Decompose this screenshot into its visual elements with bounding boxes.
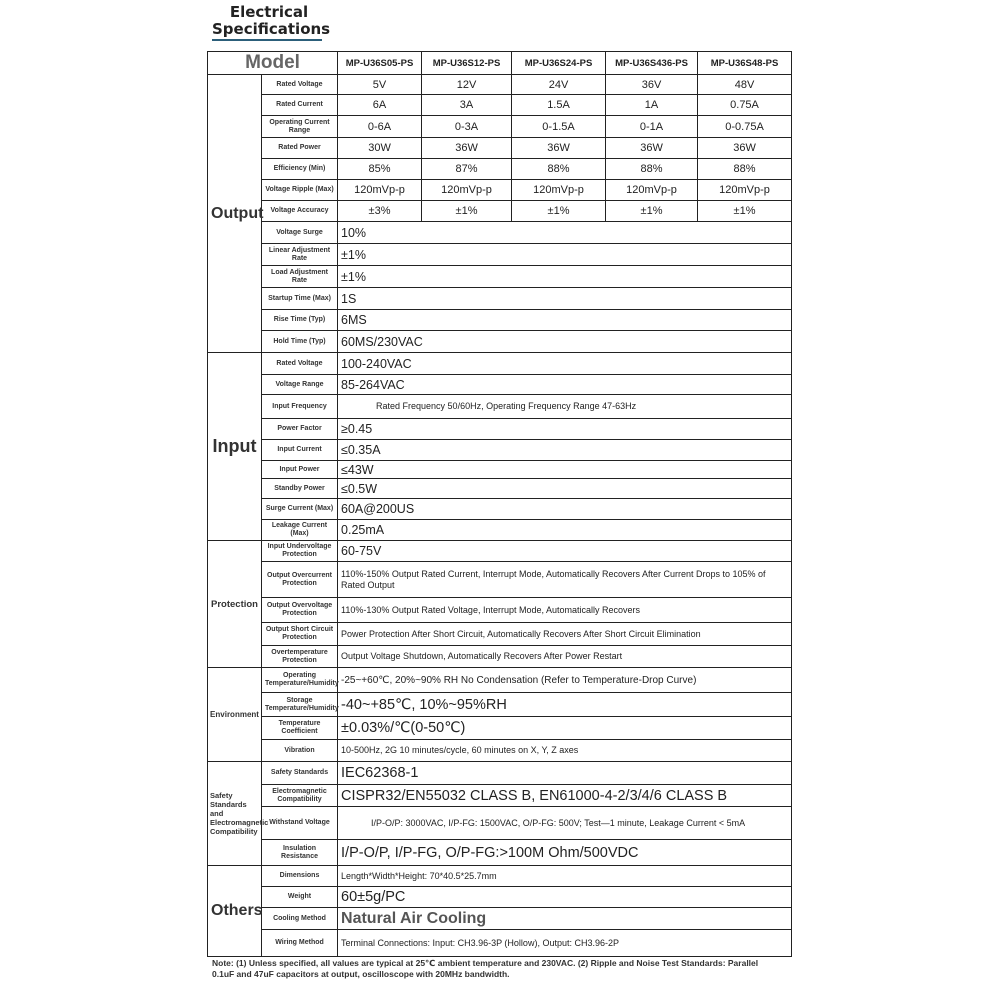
table-row <box>208 499 792 520</box>
common-value: CISPR32/EN55032 CLASS B, EN61000-4-2/3/4/6 CLASS B <box>338 785 792 807</box>
common-value: 10% <box>338 222 792 244</box>
common-value: Terminal Connections: Input: CH3.96-3P (Hollow), Output: CH3.96-2P <box>338 930 792 957</box>
common-value: ±1% <box>338 266 792 288</box>
common-value: 60-75V <box>338 541 792 562</box>
parameter-label: Linear Adjustment Rate <box>262 244 338 266</box>
model-value: ±3% <box>338 201 422 222</box>
table-row <box>208 440 792 461</box>
parameter-label: Power Factor <box>262 419 338 440</box>
model-value: 3A <box>422 95 512 116</box>
common-value: I/P-O/P, I/P-FG, O/P-FG:>100M Ohm/500VDC <box>338 840 792 866</box>
table-row <box>208 908 792 930</box>
model-value: 0-1A <box>606 116 698 138</box>
parameter-label: Output Short Circuit Protection <box>262 623 338 646</box>
common-value: ±0.03%/℃(0-50℃) <box>338 717 792 740</box>
common-value: Natural Air Cooling <box>338 908 792 930</box>
parameter-label: Operating Current Range <box>262 116 338 138</box>
model-value: 0.75A <box>698 95 792 116</box>
model-value: 120mVp-p <box>512 180 606 201</box>
model-column-header: MP-U36S05-PS <box>338 52 422 75</box>
common-value: 60MS/230VAC <box>338 331 792 353</box>
parameter-label: Rise Time (Typ) <box>262 310 338 331</box>
table-row <box>208 866 792 887</box>
model-value: 88% <box>512 159 606 180</box>
parameter-label: Withstand Voltage <box>262 807 338 840</box>
model-column-header: MP-U36S436-PS <box>606 52 698 75</box>
parameter-label: Overtemperature Protection <box>262 646 338 668</box>
table-row <box>208 762 792 785</box>
common-value: -25~+60℃, 20%~90% RH No Condensation (Refer to Temperature-Drop Curve) <box>338 668 792 693</box>
common-value: ≤0.5W <box>338 479 792 499</box>
model-value: ±1% <box>606 201 698 222</box>
model-value: ±1% <box>422 201 512 222</box>
common-value: 6MS <box>338 310 792 331</box>
table-row <box>208 740 792 762</box>
model-value: 88% <box>606 159 698 180</box>
parameter-label: Rated Voltage <box>262 75 338 95</box>
table-row <box>208 222 792 244</box>
table-row <box>208 395 792 419</box>
model-value: ±1% <box>698 201 792 222</box>
common-value: 100-240VAC <box>338 353 792 375</box>
table-row <box>208 785 792 807</box>
table-row <box>208 930 792 957</box>
model-value: 120mVp-p <box>606 180 698 201</box>
section-input: Input <box>208 353 262 541</box>
model-value: 85% <box>338 159 422 180</box>
parameter-label: Voltage Ripple (Max) <box>262 180 338 201</box>
table-row <box>208 479 792 499</box>
parameter-label: Voltage Range <box>262 375 338 395</box>
model-value: 120mVp-p <box>422 180 512 201</box>
table-row <box>208 668 792 693</box>
table-row <box>208 116 792 138</box>
model-value: 5V <box>338 75 422 95</box>
parameter-label: Vibration <box>262 740 338 762</box>
parameter-label: Operating Temperature/Humidity <box>262 668 338 693</box>
model-value: 1A <box>606 95 698 116</box>
table-row <box>208 562 792 598</box>
parameter-label: Dimensions <box>262 866 338 887</box>
section-safety: Safety Standards and Electromagnetic Compatibility <box>208 762 262 866</box>
common-value: I/P-O/P: 3000VAC, I/P-FG: 1500VAC, O/P-FG: 500V; Test—1 minute, Leakage Current < 5mA <box>338 807 792 840</box>
model-value: 88% <box>698 159 792 180</box>
common-value: IEC62368-1 <box>338 762 792 785</box>
heading-line-1: Electrical <box>229 3 309 21</box>
table-row <box>208 541 792 562</box>
parameter-label: Wiring Method <box>262 930 338 957</box>
model-value: 48V <box>698 75 792 95</box>
table-row <box>208 419 792 440</box>
common-value: 60±5g/PC <box>338 887 792 908</box>
common-value: 110%-150% Output Rated Current, Interrupt Mode, Automatically Recovers After Current Drops to 105% of Rated Output <box>338 562 792 598</box>
model-value: 0-6A <box>338 116 422 138</box>
parameter-label: Input Frequency <box>262 395 338 419</box>
parameter-label: Leakage Current (Max) <box>262 520 338 541</box>
section-environment: Environment <box>208 668 262 762</box>
parameter-label: Efficiency (Min) <box>262 159 338 180</box>
parameter-label: Voltage Accuracy <box>262 201 338 222</box>
table-row <box>208 310 792 331</box>
model-value: 0-0.75A <box>698 116 792 138</box>
table-row <box>208 375 792 395</box>
heading-line-2: Specifications <box>212 20 331 38</box>
section-output: Output <box>208 75 262 353</box>
model-value: 36V <box>606 75 698 95</box>
model-column-header: MP-U36S12-PS <box>422 52 512 75</box>
common-value: Length*Width*Height: 70*40.5*25.7mm <box>338 866 792 887</box>
parameter-label: Surge Current (Max) <box>262 499 338 520</box>
table-row <box>208 244 792 266</box>
table-row <box>208 138 792 159</box>
parameter-label: Output Overvoltage Protection <box>262 598 338 623</box>
table-row <box>208 180 792 201</box>
model-value: 6A <box>338 95 422 116</box>
table-row <box>208 807 792 840</box>
table-row <box>208 693 792 717</box>
model-value: 36W <box>422 138 512 159</box>
model-value: 12V <box>422 75 512 95</box>
model-value: 1.5A <box>512 95 606 116</box>
model-value: 36W <box>512 138 606 159</box>
section-others: Others <box>208 866 262 957</box>
parameter-label: Insulation Resistance <box>262 840 338 866</box>
parameter-label: Startup Time (Max) <box>262 288 338 310</box>
table-row <box>208 623 792 646</box>
model-value: 36W <box>698 138 792 159</box>
model-value: 87% <box>422 159 512 180</box>
table-row <box>208 75 792 95</box>
common-value: 60A@200US <box>338 499 792 520</box>
footnote: Note: (1) Unless specified, all values are typical at 25℃ ambient temperature and 230VAC. (2) Ripple and Noise Test Standards: Parallel 0.1uF and 47uF capacitors at output, oscilloscope with 20MHz bandwidth. <box>212 958 759 979</box>
table-row <box>208 840 792 866</box>
common-value: ≤43W <box>338 461 792 479</box>
parameter-label: Standby Power <box>262 479 338 499</box>
model-value: 120mVp-p <box>698 180 792 201</box>
common-value: ±1% <box>338 244 792 266</box>
common-value: Rated Frequency 50/60Hz, Operating Frequency Range 47-63Hz <box>338 395 792 419</box>
parameter-label: Weight <box>262 887 338 908</box>
parameter-label: Voltage Surge <box>262 222 338 244</box>
model-value: 24V <box>512 75 606 95</box>
table-row <box>208 266 792 288</box>
specifications-table <box>207 51 792 957</box>
table-row <box>208 598 792 623</box>
parameter-label: Rated Voltage <box>262 353 338 375</box>
common-value: 110%-130% Output Rated Voltage, Interrupt Mode, Automatically Recovers <box>338 598 792 623</box>
table-row <box>208 331 792 353</box>
parameter-label: Storage Temperature/Humidity <box>262 693 338 717</box>
common-value: 10-500Hz, 2G 10 minutes/cycle, 60 minutes on X, Y, Z axes <box>338 740 792 762</box>
model-label: Model <box>208 52 338 75</box>
model-column-header: MP-U36S48-PS <box>698 52 792 75</box>
table-row <box>208 95 792 116</box>
page-heading <box>212 3 331 38</box>
parameter-label: Input Undervoltage Protection <box>262 541 338 562</box>
model-value: 30W <box>338 138 422 159</box>
parameter-label: Cooling Method <box>262 908 338 930</box>
table-row <box>208 353 792 375</box>
common-value: 0.25mA <box>338 520 792 541</box>
common-value: Output Voltage Shutdown, Automatically Recovers After Power Restart <box>338 646 792 668</box>
heading-underline <box>212 39 322 41</box>
parameter-label: Rated Current <box>262 95 338 116</box>
parameter-label: Input Power <box>262 461 338 479</box>
model-value: 0-3A <box>422 116 512 138</box>
common-value: -40~+85℃, 10%~95%RH <box>338 693 792 717</box>
parameter-label: Temperature Coefficient <box>262 717 338 740</box>
parameter-label: Output Overcurrent Protection <box>262 562 338 598</box>
table-row <box>208 288 792 310</box>
common-value: 1S <box>338 288 792 310</box>
table-row <box>208 717 792 740</box>
parameter-label: Safety Standards <box>262 762 338 785</box>
table-row <box>208 159 792 180</box>
table-row <box>208 201 792 222</box>
common-value: Power Protection After Short Circuit, Automatically Recovers After Short Circuit Elimination <box>338 623 792 646</box>
table-row <box>208 887 792 908</box>
table-row <box>208 520 792 541</box>
model-value: 36W <box>606 138 698 159</box>
section-protection: Protection <box>208 541 262 668</box>
parameter-label: Hold Time (Typ) <box>262 331 338 353</box>
parameter-label: Electromagnetic Compatibility <box>262 785 338 807</box>
parameter-label: Input Current <box>262 440 338 461</box>
model-value: ±1% <box>512 201 606 222</box>
common-value: 85-264VAC <box>338 375 792 395</box>
common-value: ≤0.35A <box>338 440 792 461</box>
parameter-label: Load Adjustment Rate <box>262 266 338 288</box>
common-value: ≥0.45 <box>338 419 792 440</box>
model-value: 120mVp-p <box>338 180 422 201</box>
table-row <box>208 461 792 479</box>
model-header-row <box>208 52 792 75</box>
model-column-header: MP-U36S24-PS <box>512 52 606 75</box>
parameter-label: Rated Power <box>262 138 338 159</box>
model-value: 0-1.5A <box>512 116 606 138</box>
table-row <box>208 646 792 668</box>
